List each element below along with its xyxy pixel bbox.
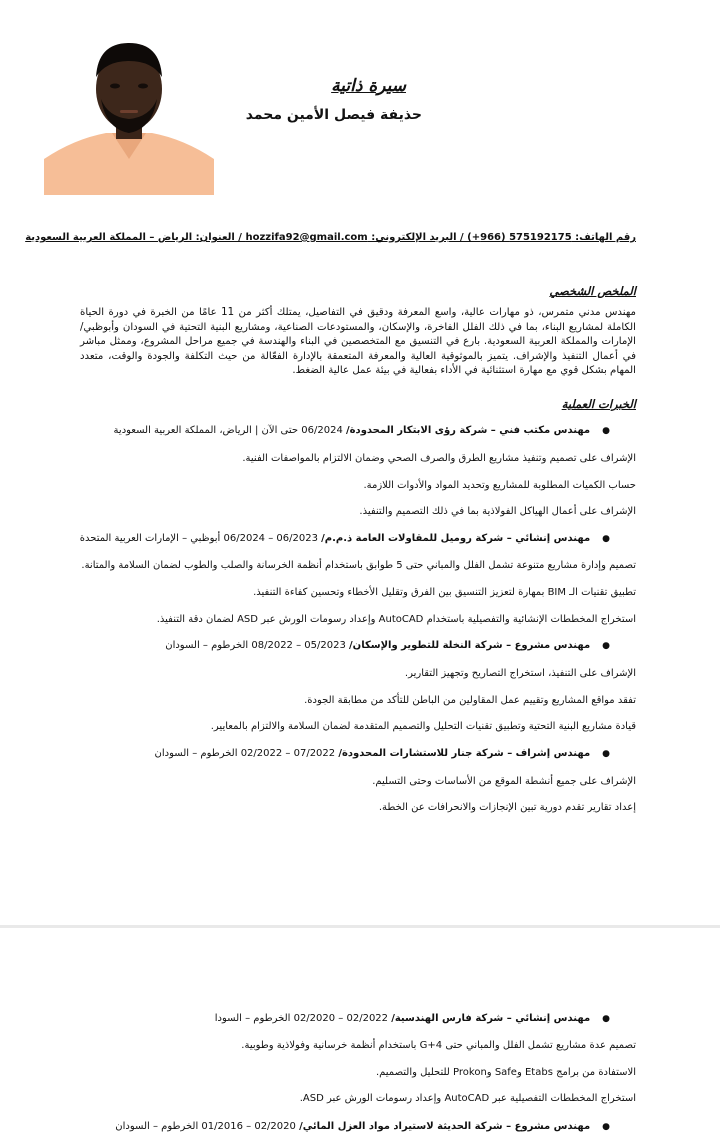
bullet-icon: ● [602, 534, 610, 544]
job-duty: استخراج المخططات التفصيلية عبر AutoCAD وإعداد رسومات الورش عبر ASD. [299, 1093, 636, 1104]
page-2 [0, 928, 720, 1144]
job-title: مهندس مكتب فني – شركة رؤى الابتكار المحدودة/ [346, 425, 591, 436]
job-duty: تطبيق تقنيات الـ BIM بمهارة لتعزيز التنسيق بين الفرق وتقليل الأخطاء وتحسين كفاءة التنفيذ. [253, 587, 636, 598]
contact-line: رقم الهاتف: 575192175 (966+) / البريد الإلكتروني: hozzifa92@gmail.com / العنوان: الرياض – المملكة العربية السعودية [25, 232, 636, 243]
job-title: مهندس إنشائي – شركة روميل للمقاولات العامة ذ.م.م/ [321, 533, 591, 544]
job-period: 06/2024 حتى الآن | الرياض، المملكة العربية السعودية [113, 425, 346, 436]
bullet-icon: ● [602, 641, 610, 651]
job-entry-6 [115, 1121, 610, 1132]
job-entry-4 [155, 748, 610, 759]
job-period: 05/2023 – 08/2022 الخرطوم – السودان [165, 640, 350, 651]
cv-title: سيرة ذاتية [331, 76, 406, 96]
job-title: مهندس إشراف – شركة جنار للاستشارات المحدودة/ [338, 748, 591, 759]
job-entry-3 [165, 640, 610, 651]
job-period: 06/2023 – 06/2024 أبوظبي – الإمارات العربية المتحدة [79, 533, 322, 544]
job-duty: تصميم عدة مشاريع تشمل الفلل والمباني حتى G+4 باستخدام أنظمة خرسانية وفولاذية وطوبية. [241, 1040, 636, 1051]
job-period: 02/2022 – 02/2020 الخرطوم – السودا [214, 1013, 392, 1024]
job-title: مهندس مشروع – شركة النخلة للتطوير والإسكان/ [349, 640, 591, 651]
job-duty: الإشراف على أعمال الهياكل الفولاذية بما في ذلك التصميم والتنفيذ. [359, 506, 636, 517]
job-entry-1 [114, 425, 610, 436]
job-title: مهندس إنشائي – شركة فارس الهندسية/ [391, 1013, 591, 1024]
job-entry-5 [215, 1013, 610, 1024]
job-period: 07/2022 – 02/2022 الخرطوم – السودان [154, 748, 339, 759]
job-duty: الاستفادة من برامج Etabs وSafe وProkon للتحليل والتصميم. [375, 1067, 636, 1078]
summary-heading: الملخص الشخصي [549, 284, 636, 298]
bullet-icon: ● [602, 749, 610, 759]
job-duty: إعداد تقارير تقدم دورية تبين الإنجازات والانحرافات عن الخطة. [378, 802, 636, 813]
job-period: 02/2020 – 01/2016 الخرطوم – السودان [115, 1121, 300, 1132]
job-duty: الإشراف على جميع أنشطة الموقع من الأساسات وحتى التسليم. [372, 776, 636, 787]
job-duty: الإشراف على التنفيذ، استخراج التصاريح وتجهيز التقارير. [404, 668, 636, 679]
job-duty: تصميم وإدارة مشاريع متنوعة تشمل الفلل والمباني حتى 5 طوابق باستخدام أنظمة الخرسانة والصلب والطوب لضمان السلامة والمتانة. [81, 560, 636, 571]
job-entry-2 [80, 533, 610, 544]
job-duty: قيادة مشاريع البنية التحتية وتطبيق تقنيات التحليل والتصميم المتقدمة لضمان السلامة والالتزام بالمعايير. [210, 721, 636, 732]
experience-heading: الخبرات العملية [561, 397, 636, 411]
bullet-icon: ● [602, 426, 610, 436]
bullet-icon: ● [602, 1014, 610, 1024]
bullet-icon: ● [602, 1122, 610, 1132]
job-duty: حساب الكميات المطلوبة للمشاريع وتحديد المواد والأدوات اللازمة. [363, 480, 636, 491]
job-duty: الإشراف على تصميم وتنفيذ مشاريع الطرق والصرف الصحي وضمان الالتزام بالمواصفات الفنية. [242, 453, 636, 464]
job-title: مهندس مشروع – شركة الحديثة لاستيراد مواد العزل المائي/ [299, 1121, 591, 1132]
candidate-name: حذيفة فيصل الأمين محمد [245, 107, 422, 123]
job-duty: استخراج المخططات الإنشائية والتفصيلية باستخدام AutoCAD وإعداد رسومات الورش عبر ASD لضمان دقة التنفيذ. [156, 614, 636, 625]
summary-text: مهندس مدني متمرس، ذو مهارات عالية، واسع المعرفة ودقيق في التفاصيل، يمتلك أكثر من 11 عامًا من الخبرة في دورة الحياة الكاملة لمشاريع البناء، بما في ذلك الفلل الفاخرة، والإسكان، والمستودعات الصناعية، ومشاريع البنية التحتية في السودان وأبوظبي/الإمارات والمملكة العربية السعودية. بارع في التنسيق مع المتخصصين في البناء والهندسة في جميع مراحل المشروع، وممثل مباشر في أعمال التنفيذ والإشراف. يتميز بالموثوقية العالية والمعرفة المتعمقة بالإدارة الفعّالة من حيث التكلفة والجودة والوقت، متعدد المهام بشكل قوي مع مهارة استثنائية في الأداء بفعالية في بيئة عمل عالية الضغط. [80, 307, 636, 376]
job-duty: تفقد مواقع المشاريع وتقييم عمل المقاولين من الباطن للتأكد من مطابقة الجودة. [304, 695, 636, 706]
profile-photo [44, 37, 214, 195]
